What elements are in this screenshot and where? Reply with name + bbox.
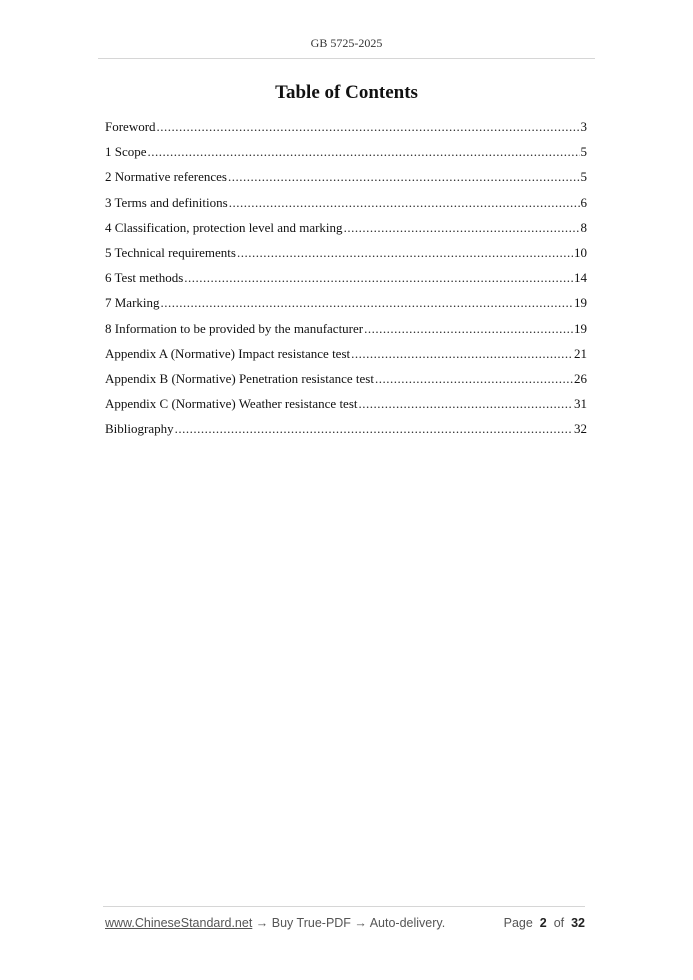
toc-entry[interactable] (105, 394, 587, 419)
toc-entry[interactable] (105, 142, 587, 167)
toc-entry-label: 2 Normative references (105, 169, 227, 185)
toc-entry-label: 3 Terms and definitions (105, 194, 228, 210)
toc-entry[interactable] (105, 117, 587, 142)
toc-entry-page: 31 (574, 396, 587, 412)
dot-leader (184, 268, 573, 288)
dot-leader (228, 167, 580, 187)
of-word: of (553, 916, 565, 930)
running-header: GB 5725-2025 (310, 36, 383, 50)
toc-entry-page: 5 (580, 169, 587, 185)
dot-leader (175, 419, 573, 439)
dot-leader (351, 344, 573, 364)
toc-entry-label: Appendix C (Normative) Weather resistance test (105, 396, 358, 412)
footer-promo-text: → Buy True-PDF → Auto-delivery. (252, 916, 446, 930)
toc-entry-label: Appendix B (Normative) Penetration resistance test (105, 370, 374, 386)
dot-leader (157, 117, 580, 137)
toc-entry-page: 14 (574, 270, 587, 286)
toc-entry[interactable] (105, 319, 587, 344)
footer-divider (103, 906, 585, 907)
toc-entry-page: 6 (580, 194, 587, 210)
toc-entry-page: 5 (580, 144, 587, 160)
dot-leader (375, 369, 573, 389)
table-of-contents (105, 117, 587, 444)
toc-entry-label: 1 Scope (105, 144, 147, 160)
page-indicator (504, 916, 585, 930)
toc-entry-label: Bibliography (105, 421, 174, 437)
toc-entry-page: 3 (580, 119, 587, 134)
toc-entry-page: 19 (574, 320, 587, 336)
toc-entry-label: Foreword (105, 119, 156, 134)
site-link[interactable]: www.ChineseStandard.net (105, 916, 253, 930)
toc-entry-page: 10 (574, 244, 587, 260)
toc-entry-label: Appendix A (Normative) Impact resistance test (105, 345, 351, 361)
toc-entry-page: 8 (580, 219, 587, 235)
toc-entry[interactable] (105, 268, 587, 293)
dot-leader (364, 319, 573, 339)
dot-leader (237, 243, 573, 263)
toc-entry[interactable] (105, 193, 587, 218)
dot-leader (148, 142, 580, 162)
page-title: Table of Contents (275, 82, 418, 103)
toc-entry-page: 26 (574, 370, 587, 386)
toc-entry-page: 32 (574, 421, 587, 437)
page-word: Page (503, 916, 533, 930)
toc-entry-label: 6 Test methods (105, 270, 184, 286)
toc-entry[interactable] (105, 167, 587, 192)
current-page-number: 2 (539, 916, 547, 930)
page-footer (105, 916, 585, 930)
toc-entry-label: 4 Classification, protection level and marking (105, 219, 343, 235)
toc-entry[interactable] (105, 344, 587, 369)
header-divider (98, 58, 595, 59)
toc-entry[interactable] (105, 419, 587, 444)
toc-entry-label: 5 Technical requirements (105, 244, 236, 260)
toc-entry[interactable] (105, 243, 587, 268)
dot-leader (359, 394, 574, 414)
toc-entry[interactable] (105, 369, 587, 394)
dot-leader (161, 293, 573, 313)
toc-entry-label: 7 Marking (105, 295, 160, 311)
toc-entry[interactable] (105, 218, 587, 243)
dot-leader (344, 218, 580, 238)
toc-entry-page: 21 (574, 345, 587, 361)
footer-promo (105, 916, 445, 930)
total-pages-number: 32 (571, 916, 585, 930)
toc-entry[interactable] (105, 293, 587, 318)
toc-entry-page: 19 (574, 295, 587, 311)
toc-entry-label: 8 Information to be provided by the manufacturer (105, 320, 364, 336)
dot-leader (229, 193, 580, 213)
